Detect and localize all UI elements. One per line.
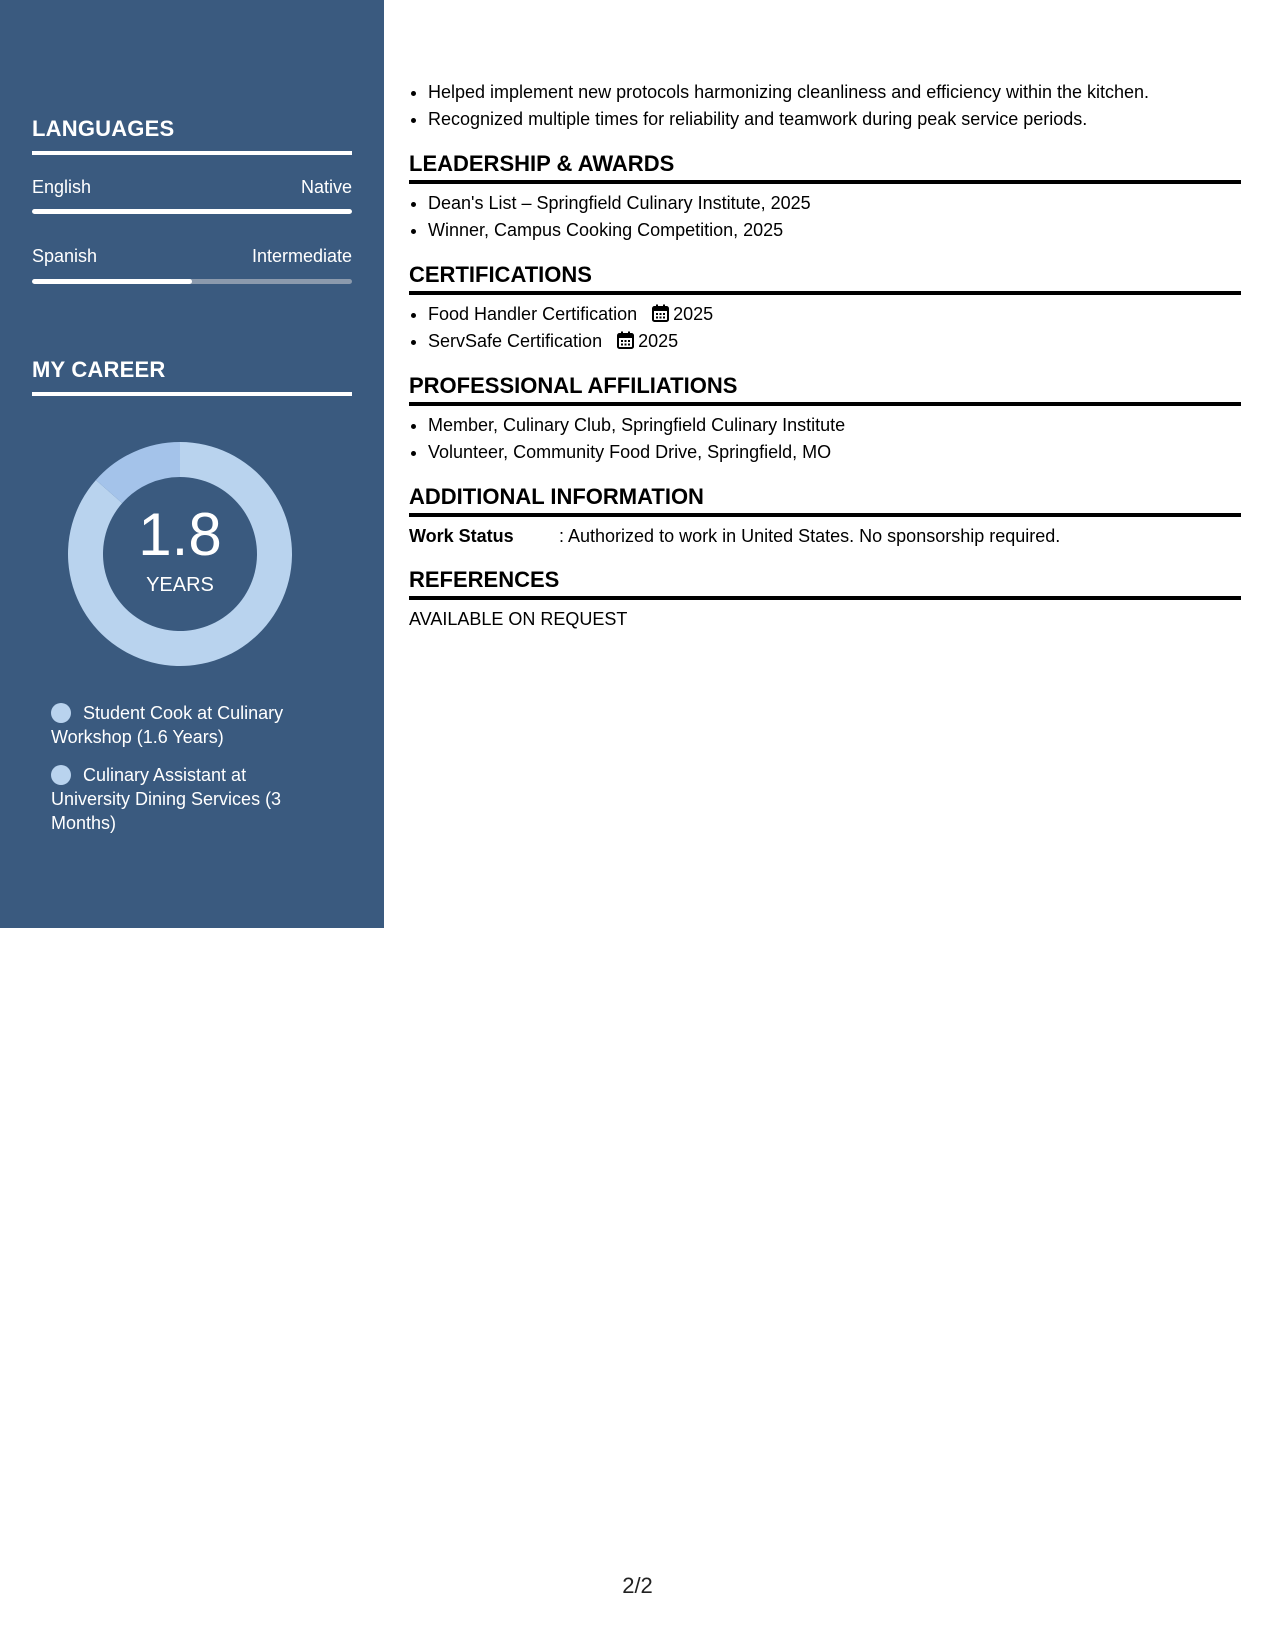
list-item: • Recognized multiple times for reliability and teamwork during peak service periods. xyxy=(428,106,1241,133)
section-title: REFERENCES xyxy=(409,567,560,592)
certification-name: Food Handler Certification xyxy=(428,304,638,324)
career-legend-label: Student Cook at Culinary Workshop (1.6 Years) xyxy=(51,703,284,747)
references-text: AVAILABLE ON REQUEST xyxy=(409,609,628,629)
calendar-icon xyxy=(652,304,669,322)
languages-heading: LANGUAGES xyxy=(32,116,175,141)
work-status-label: Work Status xyxy=(409,526,514,546)
list-item xyxy=(428,301,1241,328)
list-item: • Member, Culinary Club, Springfield Culinary Institute xyxy=(428,412,1241,439)
page-number: 2/2 xyxy=(622,1573,653,1598)
career-legend-item xyxy=(51,701,311,749)
section-rule xyxy=(409,596,1241,600)
language-bar-spanish xyxy=(32,279,352,284)
section-title: LEADERSHIP & AWARDS xyxy=(409,151,675,176)
language-level: Intermediate xyxy=(251,246,352,266)
language-bar-english xyxy=(32,209,352,214)
section-title: PROFESSIONAL AFFILIATIONS xyxy=(409,373,738,398)
affiliations-section xyxy=(409,372,1241,466)
language-name: English xyxy=(32,177,92,197)
language-row-spanish xyxy=(32,246,352,267)
career-total-unit: YEARS xyxy=(146,574,214,596)
work-status-row xyxy=(409,523,1241,550)
experience-continued xyxy=(409,79,1241,133)
legend-dot-icon xyxy=(51,703,71,723)
language-level: Native xyxy=(300,177,352,197)
section-title: CERTIFICATIONS xyxy=(409,262,592,287)
career-legend-item xyxy=(51,763,311,835)
additional-info-section xyxy=(409,483,1241,550)
calendar-icon xyxy=(617,331,634,349)
list-item: • Dean's List – Springfield Culinary Institute, 2025 xyxy=(428,190,1241,217)
career-legend-label: Culinary Assistant at University Dining Services (3 Months) xyxy=(51,765,282,833)
language-row-english xyxy=(32,177,352,198)
career-heading-rule xyxy=(32,392,352,396)
legend-dot-icon xyxy=(51,765,71,785)
section-rule xyxy=(409,291,1241,295)
section-rule xyxy=(409,180,1241,184)
section-rule xyxy=(409,402,1241,406)
certification-year: 2025 xyxy=(673,304,714,324)
career-total-years: 1.8 xyxy=(138,501,222,568)
section-title: ADDITIONAL INFORMATION xyxy=(409,484,704,509)
language-bar-fill xyxy=(32,209,352,214)
list-item: • Helped implement new protocols harmonizing cleanliness and efficiency within the kitchen. xyxy=(428,79,1241,106)
sidebar xyxy=(0,0,384,928)
leadership-section xyxy=(409,150,1241,244)
references-section xyxy=(409,566,1241,633)
list-item xyxy=(428,328,1241,355)
languages-heading-rule xyxy=(32,151,352,155)
certification-year: 2025 xyxy=(638,331,679,351)
section-rule xyxy=(409,513,1241,517)
list-item: • Volunteer, Community Food Drive, Springfield, MO xyxy=(428,439,1241,466)
certifications-section xyxy=(409,261,1241,355)
career-heading: MY CAREER xyxy=(32,357,166,382)
work-status-value: : Authorized to work in United States. No sponsorship required. xyxy=(559,526,1061,546)
certification-name: ServSafe Certification xyxy=(428,331,603,351)
list-item: • Winner, Campus Cooking Competition, 2025 xyxy=(428,217,1241,244)
language-bar-fill xyxy=(32,279,192,284)
language-name: Spanish xyxy=(32,246,98,266)
